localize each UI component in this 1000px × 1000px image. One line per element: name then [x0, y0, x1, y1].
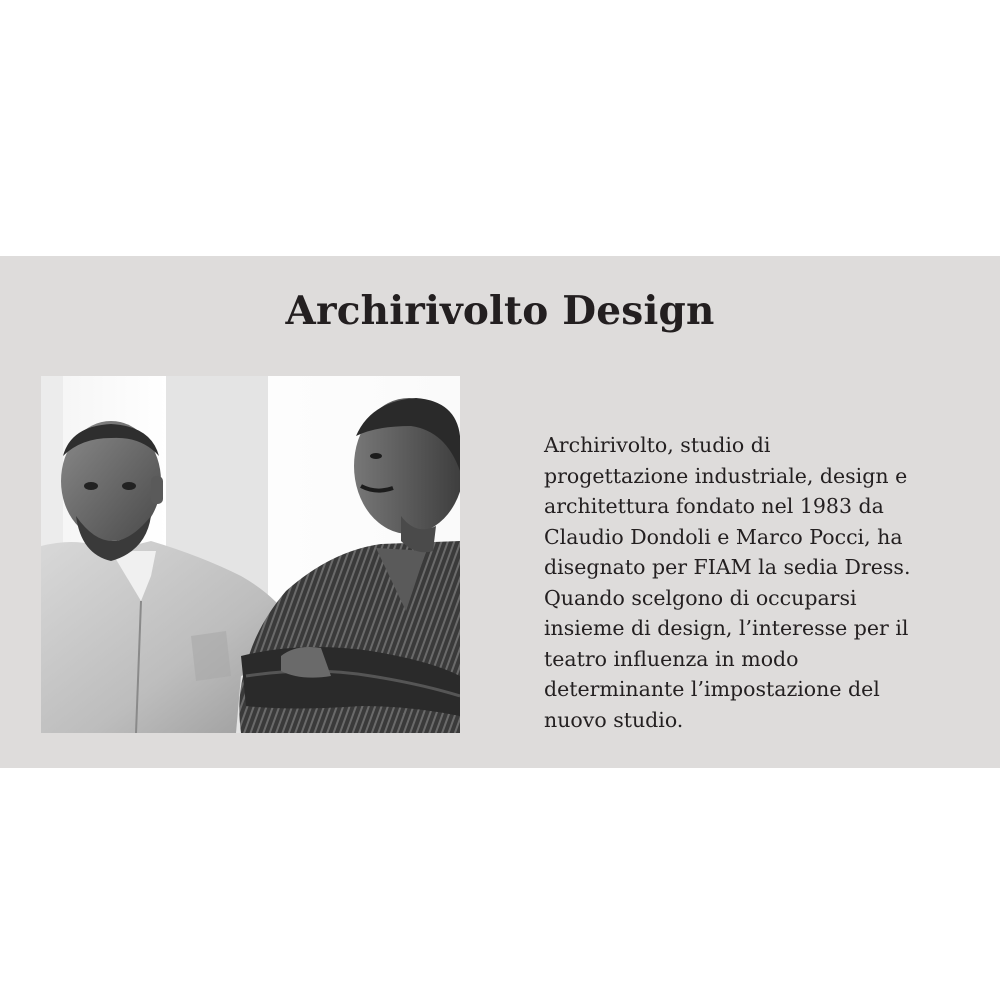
- studio-description: Archirivolto, studio di progettazione industriale, design e architettura fondato nel 1983 da Claudio Dondoli e Marco Pocci, ha disegnato per FIAM la sedia Dress. Quando scelgono di occuparsi insieme di design, l’interesse per il teatro influenza in modo determinante l’impostazione del nuovo studio.: [544, 433, 911, 732]
- designers-photo: [41, 376, 460, 733]
- page-title: Archirivolto Design: [285, 288, 715, 334]
